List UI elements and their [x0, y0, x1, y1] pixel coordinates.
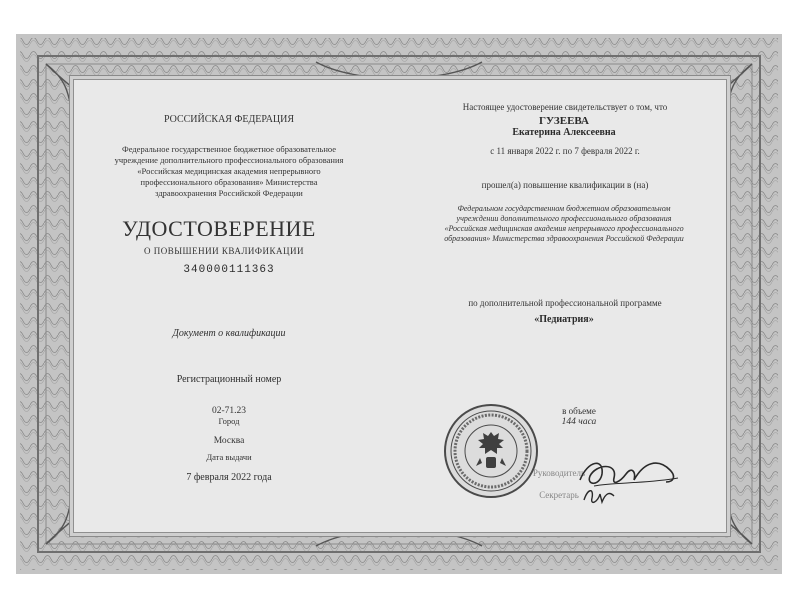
institution-line-3: «Российская медицинская академия непрерывного профессионального — [444, 224, 684, 233]
institution-line-1: Федеральном государственном бюджетном образовательном — [457, 204, 671, 213]
document-title: УДОСТОВЕРЕНИЕ — [122, 216, 316, 241]
program-name: «Педиатрия» — [534, 314, 594, 325]
signer-label: Руководитель — [532, 468, 586, 478]
issuer-line-1: Федеральное государственное бюджетное образовательное — [121, 144, 337, 154]
volume-value: 144 часа — [561, 417, 597, 427]
issuer-line-3: «Российская медицинская академия непрерывного — [137, 166, 321, 176]
issue-date: 7 февраля 2022 года — [186, 472, 272, 483]
registration-number: 02-71.23 — [211, 406, 247, 416]
country-heading: РОССИЙСКАЯ ФЕДЕРАЦИЯ — [163, 114, 295, 125]
certificate — [16, 34, 782, 574]
certificate-body — [74, 80, 726, 532]
secretary-signature-icon — [580, 482, 620, 508]
passed-text: прошел(а) повышение квалификации в (на) — [481, 180, 649, 190]
registration-label: Регистрационный номер — [176, 374, 282, 385]
institution-line-4: образования» Министерства здравоохранения Российской Федерации — [444, 234, 684, 243]
intro-text: Настоящее удостоверение свидетельствует о том, что — [462, 102, 668, 112]
document-type: Документ о квалификации — [172, 328, 286, 339]
study-period: с 11 января 2022 г. по 7 февраля 2022 г. — [490, 146, 640, 156]
issuer-line-2: учреждение дополнительного профессионального образования — [114, 155, 344, 165]
program-intro: по дополнительной профессиональной программе — [468, 298, 662, 308]
issue-date-label: Дата выдачи — [206, 452, 252, 462]
issuer-line-4: профессионального образования» Министерства — [140, 177, 318, 187]
document-subtitle: О ПОВЫШЕНИИ КВАЛИФИКАЦИИ — [143, 246, 305, 256]
official-seal-icon — [442, 402, 540, 500]
city-label: Город — [218, 416, 240, 426]
document-number: 340000111363 — [183, 264, 275, 276]
institution-line-2: учреждении дополнительного профессионального образования — [456, 214, 672, 223]
secretary-label: Секретарь — [539, 490, 579, 500]
city-value: Москва — [213, 436, 245, 446]
volume-label: в объеме — [562, 406, 596, 416]
issuer-line-5: здравоохранения Российской Федерации — [155, 188, 303, 198]
given-names: Екатерина Алексеевна — [512, 127, 616, 138]
surname: ГУЗЕЕВА — [539, 115, 589, 127]
